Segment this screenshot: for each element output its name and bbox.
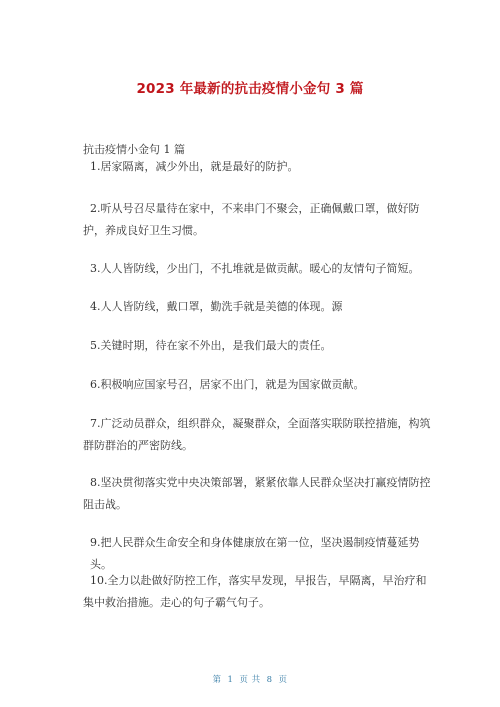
list-item: 7.广泛动员群众，组织群众，凝聚群众，全面落实联防联控措施，构筑群防群治的严密防线。	[83, 417, 431, 452]
footer-page-number: 1	[227, 675, 234, 685]
section-heading: 抗击疫情小金句 1 篇	[83, 143, 185, 156]
page-footer	[0, 673, 500, 685]
list-item: 5.关键时期，待在家不外出，是我们最大的责任。	[90, 339, 332, 352]
list-item: 9.把人民群众生命安全和身体健康放在第一位，坚决遏制疫情蔓延势头。	[90, 536, 420, 571]
document-title: 2023 年最新的抗击疫情小金句 3 篇	[136, 81, 364, 97]
list-item: 1.居家隔离，减少外出，就是最好的防护。	[90, 160, 299, 173]
list-item: 8.坚决贯彻落实党中央决策部署，紧紧依靠人民群众坚决打赢疫情防控阻击战。	[83, 476, 431, 511]
footer-middle: 页 共	[239, 675, 261, 685]
list-item: 10.全力以赴做好防控工作，落实早发现，早报告，早隔离，早治疗和集中救治措施。走心的句子霸气句子。	[83, 574, 427, 609]
list-item: 6.积极响应国家号召，居家不出门，就是为国家做贡献。	[90, 378, 365, 391]
footer-total-pages: 8	[266, 675, 273, 685]
list-item: 3.人人皆防线，少出门，不扎堆就是做贡献。暖心的友情句子简短。	[90, 262, 420, 275]
list-item: 2.听从号召尽量待在家中，不来串门不聚会，正确佩戴口罩，做好防护，养成良好卫生习惯。	[83, 202, 420, 237]
list-item: 4.人人皆防线，戴口罩，勤洗手就是美德的体现。源	[90, 300, 343, 313]
footer-prefix: 第	[212, 675, 222, 685]
footer-suffix: 页	[278, 675, 288, 685]
